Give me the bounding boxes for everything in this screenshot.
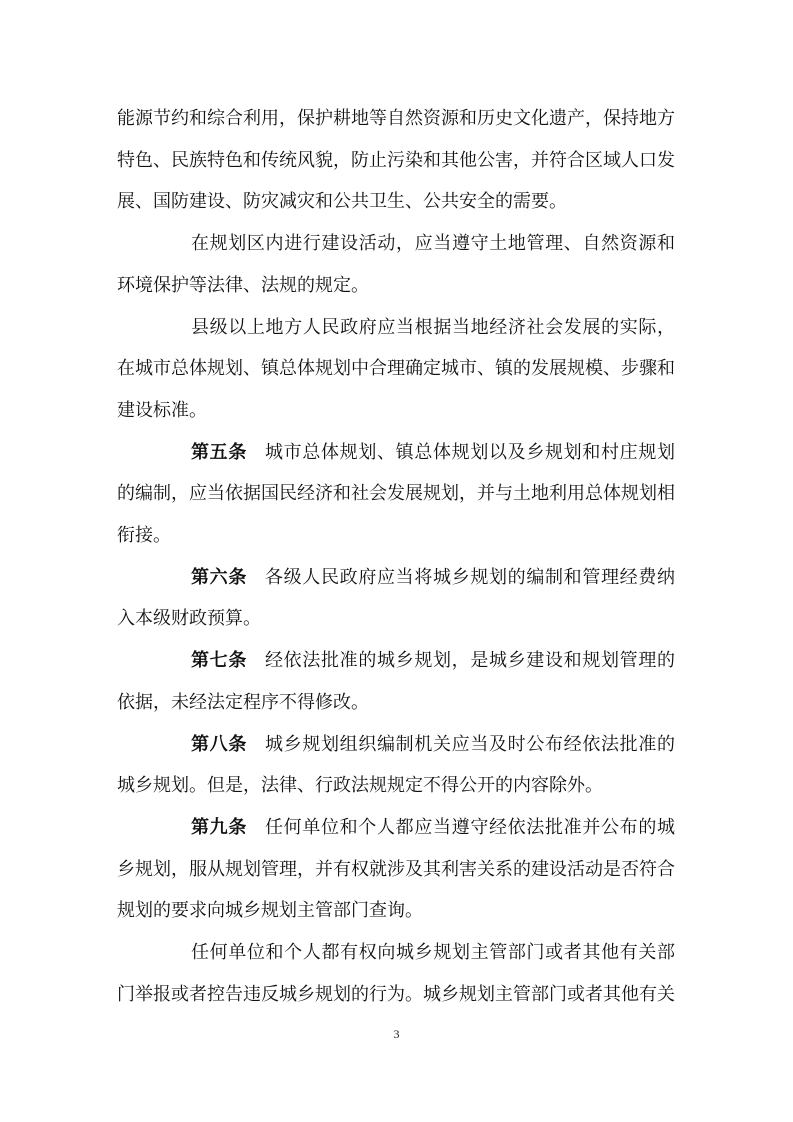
article-paragraph [117, 724, 675, 807]
paragraph-text: 能源节约和综合利用，保护耕地等自然资源和历史文化遗产，保持地方特色、民族特色和传统风貌，防止污染和其他公害，并符合区域人口发展、国防建设、防灾减灾和公共卫生、公共安全的需要。 [117, 108, 675, 213]
article-paragraph [117, 640, 675, 723]
paragraph [117, 98, 675, 223]
paragraph-text: 在规划区内进行建设活动，应当遵守土地管理、自然资源和环境保护等法律、法规的规定。 [117, 233, 675, 296]
paragraph-text: 城乡规划组织编制机关应当及时公布经依法批准的城乡规划。但是，法律、行政法规规定不得公开的内容除外。 [117, 733, 675, 797]
paragraph-text: 县级以上地方人民政府应当根据当地经济社会发展的实际，在城市总体规划、镇总体规划中合理确定城市、镇的发展规模、步骤和建设标准。 [117, 316, 675, 421]
article-number: 第九条 [191, 816, 247, 838]
article-number: 第八条 [191, 733, 247, 755]
article-paragraph [117, 432, 675, 557]
article-number: 第六条 [191, 566, 247, 588]
article-paragraph [117, 557, 675, 640]
paragraph-text: 各级人民政府应当将城乡规划的编制和管理经费纳入本级财政预算。 [117, 566, 675, 630]
article-number: 第七条 [191, 650, 247, 672]
paragraph [117, 307, 675, 432]
paragraph [117, 223, 675, 306]
paragraph-text: 经依法批准的城乡规划，是城乡建设和规划管理的依据，未经法定程序不得修改。 [117, 650, 675, 713]
article-number: 第五条 [191, 441, 247, 463]
article-paragraph [117, 807, 675, 932]
paragraph-text: 城市总体规划、镇总体规划以及乡规划和村庄规划的编制，应当依据国民经济和社会发展规划，并与土地利用总体规划相衔接。 [117, 441, 675, 547]
paragraph-text: 任何单位和个人都应当遵守经依法批准并公布的城乡规划，服从规划管理，并有权就涉及其利害关系的建设活动是否符合规划的要求向城乡规划主管部门查询。 [117, 816, 675, 922]
paragraph-text: 任何单位和个人都有权向城乡规划主管部门或者其他有关部门举报或者控告违反城乡规划的行为。城乡规划主管部门或者其他有关 [117, 942, 675, 1005]
paragraph [117, 932, 675, 1015]
page-number: 3 [393, 1027, 400, 1041]
body-text [117, 98, 675, 1015]
